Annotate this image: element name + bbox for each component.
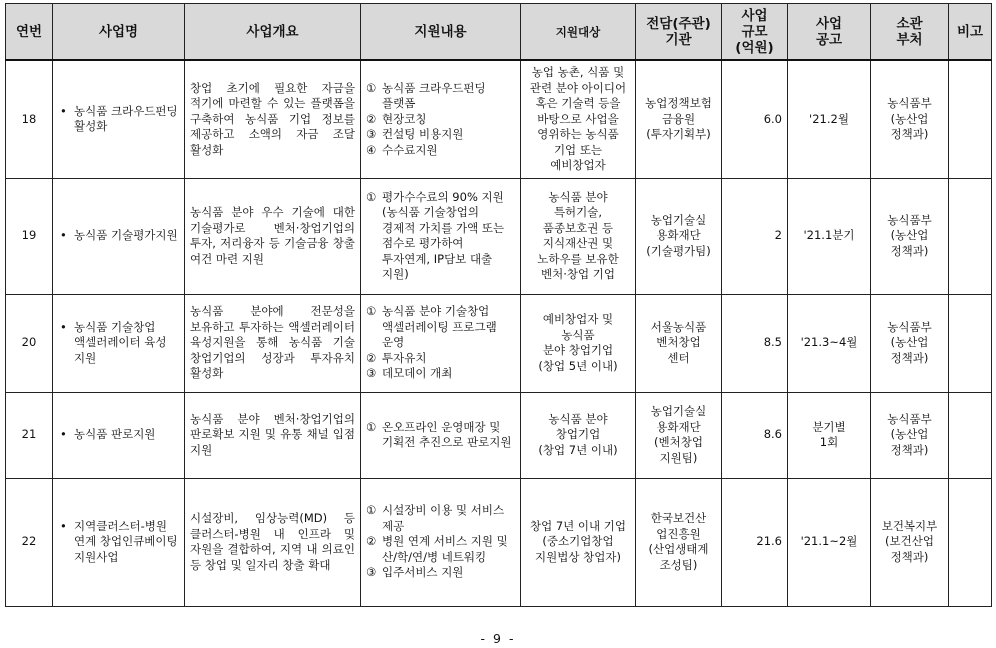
support-item-number: ② <box>366 534 377 549</box>
header-ministry: 소관 부처 <box>871 4 949 61</box>
support-item-text: 온오프라인 운영매장 및 기획전 추진으로 판로지원 <box>382 419 512 449</box>
cell-budget: 21.6 <box>722 478 788 606</box>
support-list <box>366 190 515 283</box>
cell-target: 창업 7년 이내 기업 (중소기업창업 지원법상 창업자) <box>521 478 636 606</box>
cell-support <box>361 294 521 392</box>
cell-ministry: 농식품부 (농산업 정책과) <box>871 294 949 392</box>
cell-budget: 8.6 <box>722 392 788 478</box>
cell-no: 19 <box>6 178 53 294</box>
support-item-text: 평가수수료의 90% 지원 (농식품 기술창업의 경제적 가치를 가액 또는 점수로 평가하여 투자연계, IP담보 대출 지원) <box>382 189 505 281</box>
project-name: • 농식품 기술창업 액셀러레이터 육성 지원 <box>58 320 179 367</box>
support-item-text: 농식품 크라우드펀딩 플랫폼 <box>382 80 486 110</box>
cell-overview: 농식품 분야에 전문성을 보유하고 투자하는 액셀러레이터 육성지원을 통해 농식품 기술 창업기업의 성장과 투자유치 활성화 <box>185 294 361 392</box>
header-notice: 사업 공고 <box>788 4 871 61</box>
cell-no: 20 <box>6 294 53 392</box>
support-item-text: 입주서비스 지원 <box>382 565 464 580</box>
cell-notice: '21.1분기 <box>788 178 871 294</box>
cell-target: 농업 농촌, 식품 및 관련 분야 아이디어 혹은 기술력 등을 바탕으로 사업을 영위하는 농식품 기업 또는 예비창업자 <box>521 60 636 178</box>
cell-agency: 농업기술실 용화재단 (벤처창업 지원팀) <box>636 392 722 478</box>
support-item-text: 수수료지원 <box>382 142 438 157</box>
cell-name <box>53 392 185 478</box>
project-name: • 농식품 기술평가지원 <box>58 228 179 244</box>
cell-budget: 2 <box>722 178 788 294</box>
table-row <box>6 294 992 392</box>
support-item-number: ③ <box>366 127 377 141</box>
cell-support <box>361 178 521 294</box>
cell-overview: 창업 초기에 필요한 자금을 적기에 마련할 수 있는 플랫폼을 구축하여 농식품 기업 정보를 제공하고 소액의 자금 조달 활성화 <box>185 60 361 178</box>
support-item-text: 농식품 분야 기술창업 액셀러레이팅 프로그램 운영 <box>382 304 497 350</box>
support-item-number: ① <box>366 189 377 204</box>
support-list <box>366 81 515 159</box>
support-item-number: ① <box>366 304 377 319</box>
cell-notice: '21.1~2월 <box>788 478 871 606</box>
support-item <box>366 565 515 581</box>
cell-agency: 농업기술실 용화재단 (기술평가팀) <box>636 178 722 294</box>
header-budget: 사업 규모 (억원) <box>722 4 788 61</box>
support-list <box>366 420 515 451</box>
support-item <box>366 420 515 451</box>
cell-name <box>53 178 185 294</box>
cell-ministry: 보건복지부 (보건산업 정책과) <box>871 478 949 606</box>
project-name-list <box>58 519 179 566</box>
cell-notice: '21.2월 <box>788 60 871 178</box>
project-name: • 지역클러스터-병원 연계 창업인큐베이팅 지원사업 <box>58 519 179 566</box>
header-name: 사업명 <box>53 4 185 61</box>
project-name-list <box>58 320 179 367</box>
cell-agency: 농업정책보험 금융원 (투자기획부) <box>636 60 722 178</box>
support-item-text: 시설장비 이용 및 서비스 제공 <box>382 503 505 533</box>
support-item-text: 데모데이 개최 <box>382 366 453 381</box>
cell-remark <box>949 60 992 178</box>
table-row <box>6 178 992 294</box>
cell-overview: 농식품 분야 우수 기술에 대한 기술평가로 벤처·창업기업의 투자, 저리융자 등 기술금융 창출 여건 마련 지원 <box>185 178 361 294</box>
cell-name <box>53 60 185 178</box>
cell-support <box>361 478 521 606</box>
support-item <box>366 112 515 128</box>
project-name-list <box>58 228 179 244</box>
table-body <box>6 60 992 606</box>
header-agency: 전담(주관) 기관 <box>636 4 722 61</box>
support-item <box>366 304 515 351</box>
cell-ministry: 농식품부 (농산업 정책과) <box>871 60 949 178</box>
cell-agency: 서울농식품 벤처창업 센터 <box>636 294 722 392</box>
support-list <box>366 304 515 382</box>
support-item-number: ③ <box>366 565 377 580</box>
cell-agency: 한국보건산 업진흥원 (산업생태계 조성팀) <box>636 478 722 606</box>
cell-support <box>361 392 521 478</box>
cell-ministry: 농식품부 (농산업 정책과) <box>871 392 949 478</box>
support-item <box>366 503 515 534</box>
support-item <box>366 366 515 382</box>
support-item-number: ① <box>366 419 377 434</box>
header-row <box>6 4 992 61</box>
support-item-number: ④ <box>366 142 377 157</box>
cell-support <box>361 60 521 178</box>
cell-target: 농식품 분야 특허기술, 품종보호권 등 지식재산권 및 노하우를 보유한 벤처·창업 기업 <box>521 178 636 294</box>
support-item-number: ③ <box>366 366 377 381</box>
table-row <box>6 60 992 178</box>
support-item <box>366 351 515 367</box>
support-item-number: ① <box>366 503 377 518</box>
support-item-number: ① <box>366 80 377 95</box>
cell-overview: 농식품 분야 벤처·창업기업의 판로확보 지원 및 유통 채널 입점 지원 <box>185 392 361 478</box>
support-list <box>366 503 515 581</box>
project-name: • 농식품 판로지원 <box>58 427 179 443</box>
cell-remark <box>949 392 992 478</box>
cell-name <box>53 294 185 392</box>
header-remark: 비고 <box>949 4 992 61</box>
cell-budget: 8.5 <box>722 294 788 392</box>
support-item <box>366 127 515 143</box>
support-item <box>366 81 515 112</box>
support-item <box>366 143 515 159</box>
support-item-text: 컨설팅 비용지원 <box>382 127 464 141</box>
cell-no: 22 <box>6 478 53 606</box>
project-name-list <box>58 104 179 135</box>
support-item <box>366 190 515 283</box>
header-support: 지원내용 <box>361 4 521 61</box>
cell-overview: 시설장비, 임상능력(MD) 등 클러스터-병원 내 인프라 및 자원을 결합하여, 지역 내 의료인 등 창업 및 일자리 창출 확대 <box>185 478 361 606</box>
support-item <box>366 534 515 565</box>
project-name-list <box>58 427 179 443</box>
project-name: • 농식품 크라우드펀딩 활성화 <box>58 104 179 135</box>
header-overview: 사업개요 <box>185 4 361 61</box>
header-target: 지원대상 <box>521 4 636 61</box>
support-item-number: ② <box>366 111 377 126</box>
support-item-text: 현장코칭 <box>382 111 427 126</box>
cell-notice: 분기별 1회 <box>788 392 871 478</box>
cell-remark <box>949 178 992 294</box>
cell-no: 18 <box>6 60 53 178</box>
cell-remark <box>949 294 992 392</box>
project-table <box>5 3 992 607</box>
support-item-text: 병원 연계 서비스 지원 및 산/학/연/병 네트워킹 <box>382 534 508 564</box>
table-row <box>6 478 992 606</box>
support-item-number: ② <box>366 350 377 365</box>
cell-target: 예비창업자 및 농식품 분야 창업기업 (창업 5년 이내) <box>521 294 636 392</box>
cell-ministry: 농식품부 (농산업 정책과) <box>871 178 949 294</box>
cell-name <box>53 478 185 606</box>
table-row <box>6 392 992 478</box>
cell-notice: '21.3~4월 <box>788 294 871 392</box>
support-item-text: 투자유치 <box>382 350 427 365</box>
header-no: 연번 <box>6 4 53 61</box>
cell-remark <box>949 478 992 606</box>
cell-budget: 6.0 <box>722 60 788 178</box>
cell-target: 농식품 분야 창업기업 (창업 7년 이내) <box>521 392 636 478</box>
page-number: - 9 - <box>480 631 516 646</box>
cell-no: 21 <box>6 392 53 478</box>
